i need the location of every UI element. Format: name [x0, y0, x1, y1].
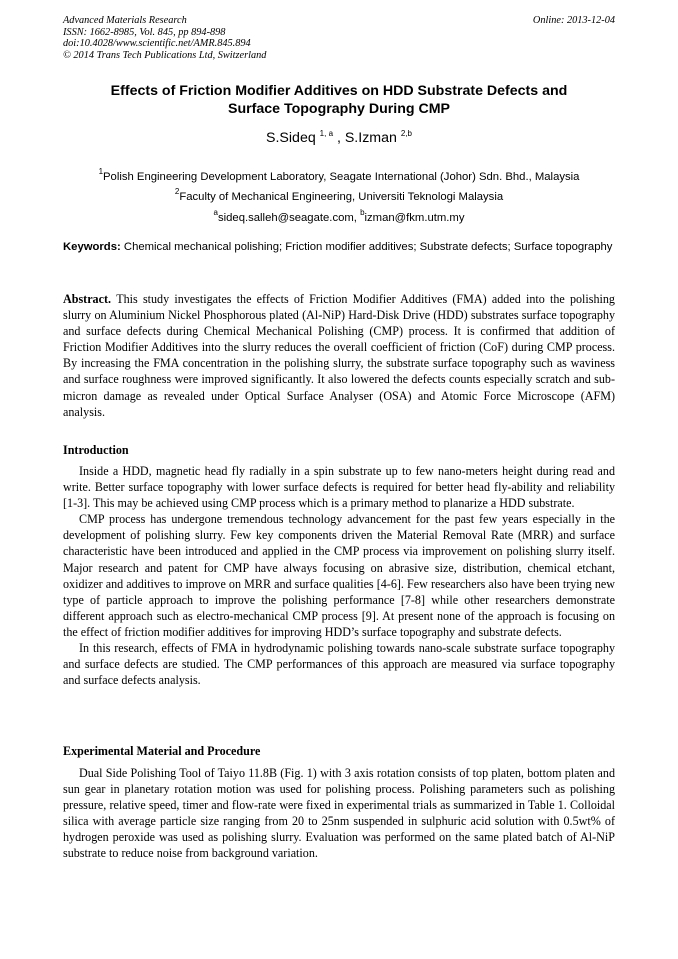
affiliation-2-text: Faculty of Mechanical Engineering, Universiti Teknologi Malaysia — [179, 191, 504, 203]
journal-header — [63, 15, 266, 61]
abstract-label: Abstract. — [63, 292, 117, 306]
author-1-affiliation-mark: 1, a — [319, 129, 334, 138]
author-line — [63, 129, 615, 147]
abstract-paragraph — [63, 291, 615, 420]
affiliation-1-text: Polish Engineering Development Laboratory, Seagate International (Johor) Sdn. Bhd., Malaysia — [103, 171, 580, 183]
experimental-body — [63, 765, 615, 862]
email-line — [63, 208, 615, 225]
affiliation-2 — [63, 187, 615, 204]
author-separator: , — [333, 130, 345, 146]
abstract — [63, 291, 615, 420]
experimental-heading: Experimental Material and Procedure — [63, 744, 261, 758]
intro-paragraph-1: Inside a HDD, magnetic head fly radially in a spin substrate up to few nano-meters height during read and write. Better surface topography with lower surface defects is required for better head fly-ability and reliability [1-3]. This may be achieved using CMP process which is a primary method to planarize a HDD substrate. — [63, 464, 615, 511]
doi-line: doi:10.4028/www.scientific.net/AMR.845.894 — [63, 38, 251, 50]
intro-paragraph-2: CMP process has undergone tremendous technology advancement for the past few years especially in the development of polishing slurry. Few key components driven the Material Removal Rate (MRR) and surface characteristic have been introduced and applied in the CMP process via improvement on polishing slurry itself. Major research and patent for CMP have always focusing on abrasive size, distribution, chemical etchant, oxidizer and additives to improve on MRR and surface qualities [4-6]. Few researchers also have been trying new type of particle approach to improve the polishing performance [7-8] while other researchers demonstrate different approach such as electro-mechanical CMP process [9]. At present none of the approach is focusing on the effect of friction modifier additives for improving HDD’s surface topography and substrate defects. — [63, 512, 615, 639]
copyright-line: © 2014 Trans Tech Publications Ltd, Switzerland — [63, 49, 267, 61]
affiliation-1-mark: 1 — [98, 167, 104, 176]
author-2: S.Izman — [344, 130, 401, 146]
author-2-affiliation-mark: 2,b — [400, 129, 412, 138]
affiliation-1 — [63, 167, 615, 184]
introduction-body — [63, 463, 615, 688]
experimental-paragraph-1: Dual Side Polishing Tool of Taiyo 11.8B (Fig. 1) with 3 axis rotation consists of top platen, bottom platen and sun gear in planetary rotation motion was used for polishing process. Polishing parameters such as polishing pressure, relative speed, timer and flow-rate were fixed in experimental trials as summarized in Table 1. Colloidal silica with average particle size ranging from 20 to 25nm suspended in sulphuric acid solution with 0.5wt% of hydrogen peroxide was used as polishing slurry. Evaluation was performed on the same plated batch of Al-NiP substrate to reduce noise from background variation. — [63, 766, 615, 861]
intro-paragraph-3: In this research, effects of FMA in hydrodynamic polishing towards nano-scale substrate surface topography and surface defects are studied. The CMP performances of this approach are measured via surface topography and surface defects analysis. — [63, 641, 615, 688]
issn-line: ISSN: 1662-8985, Vol. 845, pp 894-898 — [63, 26, 226, 38]
author-1: S.Sideq — [266, 130, 320, 146]
affiliation-2-mark: 2 — [174, 187, 180, 196]
title-line-1: Effects of Friction Modifier Additives on HDD Substrate Defects and — [110, 83, 568, 99]
email-b-mark: b — [360, 208, 365, 217]
keywords — [63, 240, 615, 255]
journal-name: Advanced Materials Research — [63, 15, 187, 26]
abstract-text: This study investigates the effects of Friction Modifier Additives (FMA) added into the polishing slurry on Aluminium Nickel Phosphorous plated (Al-NiP) Hard-Disk Drive (HDD) substrates surface topography and surface defects during Chemical Mechanical Polishing (CMP) process. It is confirmed that addition of Friction Modifier Additives into the slurry reduces the overall coefficient of friction (CoF) during CMP process. By increasing the FMA concentration in the polishing slurry, the substrate surface topography such as waviness and surface roughness were improved significantly. It also lowered the defects counts especially scratch and sub-micron damage as revealed under Optical Surface Analyser (OSA) and Atomic Force Microscope (AFM) analysis. — [63, 292, 615, 419]
email-a-mark: a — [213, 208, 218, 217]
online-date: Online: 2013-12-04 — [532, 15, 615, 26]
paper-title — [63, 82, 615, 118]
email-b[interactable]: izman@fkm.utm.my — [364, 212, 465, 224]
keywords-label: Keywords: — [63, 241, 124, 253]
introduction-heading: Introduction — [63, 443, 129, 457]
email-a[interactable]: sideq.salleh@seagate.com, — [217, 212, 361, 224]
title-line-2: Surface Topography During CMP — [227, 101, 451, 117]
keywords-text: Chemical mechanical polishing; Friction modifier additives; Substrate defects; Surface topography — [123, 241, 613, 253]
